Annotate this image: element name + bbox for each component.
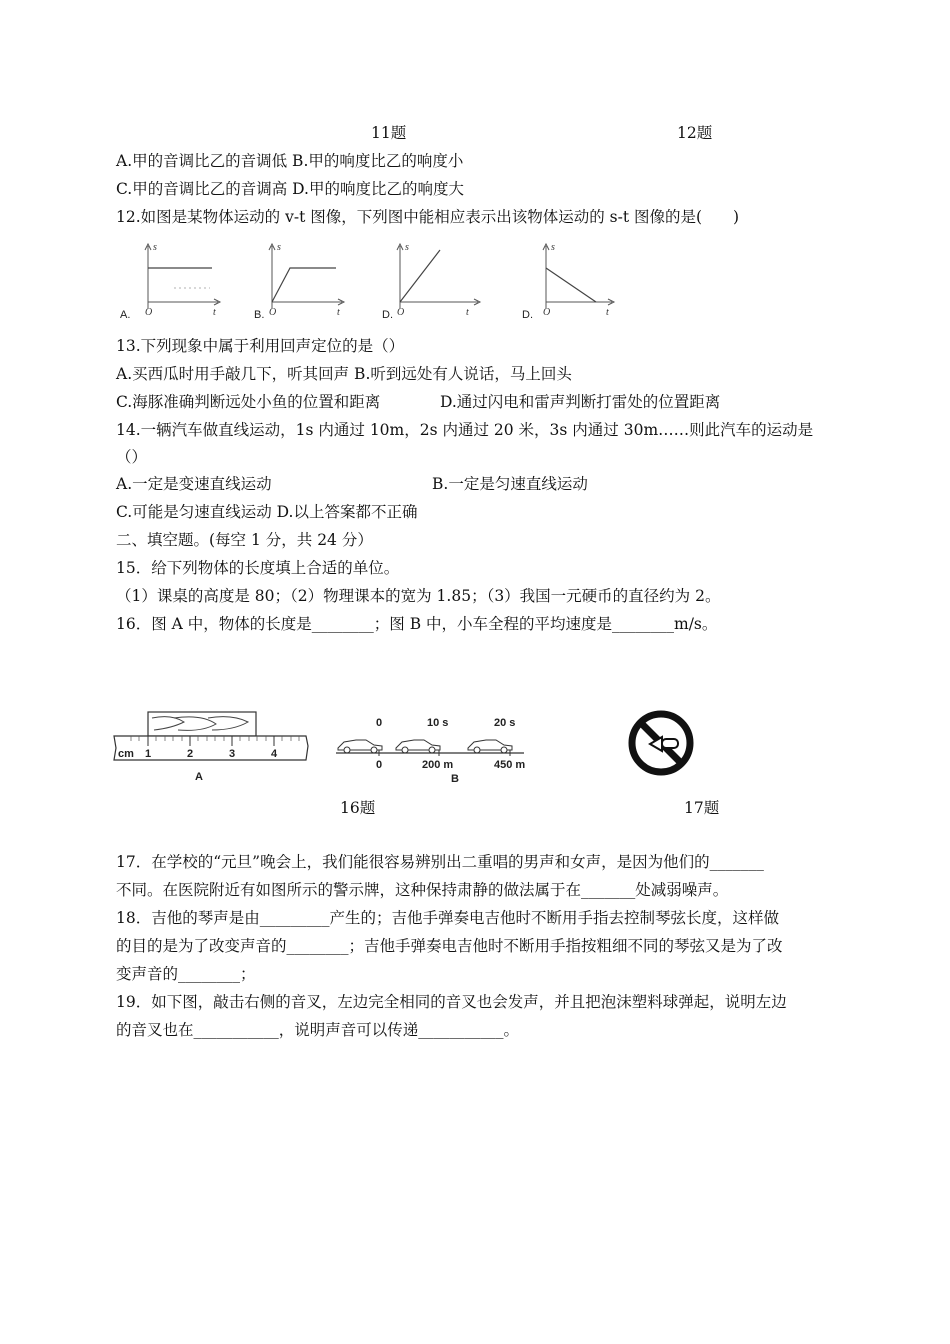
caption-fig11: 11题: [371, 124, 407, 142]
q12-graph-c-axis-s: s: [405, 242, 409, 253]
q16-figure-b-dist-0: 0: [376, 759, 383, 771]
no-horn-sign-icon: [616, 710, 706, 780]
q18-line-3: 变声音的________；: [116, 965, 256, 983]
q16-figure-a-tick-1: 1: [145, 748, 152, 760]
q16-figure-b-time-10: 10 s: [427, 717, 449, 729]
q16-figure-a-tick-3: 3: [229, 748, 236, 760]
q12-graph-b-axis-t: t: [337, 307, 340, 318]
q12-graph-c: [378, 238, 488, 320]
q16-stem: 16．图 A 中，物体的长度是________；图 B 中，小车全程的平均速度是________m/s。: [116, 615, 718, 633]
q12-graph-d-axis-s: s: [551, 242, 555, 253]
q16-figure-a-tick-2: 2: [187, 748, 194, 760]
q16-figure-b-time-0: 0: [376, 717, 383, 729]
q12-graph-c-axis-t: t: [466, 307, 469, 318]
section-2-title: 二、填空题。(每空 1 分，共 24 分）: [116, 531, 373, 549]
q11-options-cd: C.甲的音调比乙的音调高 D.甲的响度比乙的响度大: [116, 180, 464, 198]
q16-figure-a-unit: cm: [118, 748, 134, 760]
q12-stem: 12.如图是某物体运动的 v-t 图像，下列图中能相应表示出该物体运动的 s-t 图像的是( ): [116, 208, 740, 226]
q12-graph-d: [520, 238, 620, 320]
q13-option-c: C.海豚准确判断远处小鱼的位置和距离: [116, 393, 381, 411]
q12-graph-d-axis-t: t: [606, 307, 609, 318]
q19-line-1: 19．如下图，敲击右侧的音叉，左边完全相同的音叉也会发声，并且把泡沫塑料球弹起，说明左边: [116, 993, 787, 1011]
q15-stem: 15．给下列物体的长度填上合适的单位。: [116, 559, 400, 577]
q17-line-2: 不同。在医院附近有如图所示的警示牌，这种保持肃静的做法属于在_______处减弱噪声。: [116, 881, 729, 899]
q12-graph-d-label: D.: [522, 309, 533, 320]
q12-graph-b: [252, 238, 352, 320]
q13-stem: 13.下列现象中属于利用回声定位的是（）: [116, 337, 405, 355]
caption-fig12: 12题: [677, 124, 713, 142]
car-icon: [468, 740, 512, 753]
q12-graph-b-label: B.: [254, 309, 265, 320]
q16-figure-b-dist-450: 450 m: [494, 759, 526, 771]
caption-fig16: 16题: [340, 799, 376, 817]
q15-items: （1）课桌的高度是 80；（2）物理课本的宽为 1.85；（3）我国一元硬币的直径约为 2。: [116, 587, 721, 605]
q14-options-cd: C.可能是匀速直线运动 D.以上答案都不正确: [116, 503, 418, 521]
car-icon: [338, 740, 382, 753]
q17-line-1: 17．在学校的“元旦”晚会上，我们能很容易辨别出二重唱的男声和女声，是因为他们的_______: [116, 853, 764, 871]
q18-line-2: 的目的是为了改变声音的________；吉他手弹奏电吉他时不断用手指按粗细不同的琴弦又是为了改: [116, 937, 783, 955]
q12-graph-a-label: A.: [120, 309, 131, 320]
caption-fig17: 17题: [684, 799, 720, 817]
q12-graph-a: [118, 238, 228, 320]
q12-graph-d-origin: O: [543, 307, 551, 318]
q16-figure-b-label: B: [451, 773, 459, 784]
q16-figure-a-tick-4: 4: [271, 748, 278, 760]
q12-graph-b-origin: O: [269, 307, 277, 318]
car-icon: [396, 740, 440, 753]
q11-options-ab: A.甲的音调比乙的音调低 B.甲的响度比乙的响度小: [116, 152, 464, 170]
q13-options-ab: A.买西瓜时用手敲几下，听其回声 B.听到远处有人说话，马上回头: [116, 365, 572, 383]
q18-line-1: 18．吉他的琴声是由_________产生的；吉他手弹奏电吉他时不断用手指去控制琴弦长度，这样做: [116, 909, 779, 927]
q12-graph-b-axis-s: s: [277, 242, 281, 253]
q19-line-2: 的音叉也在___________，说明声音可以传递___________。: [116, 1021, 520, 1039]
q13-option-d: D.通过闪电和雷声判断打雷处的位置距离: [440, 393, 721, 411]
q12-graph-c-origin: O: [397, 307, 405, 318]
q16-figure-a-label: A: [195, 771, 203, 783]
q12-graph-a-axis-s: s: [153, 242, 157, 253]
q14-option-a: A.一定是变速直线运动: [116, 475, 272, 493]
q12-graph-a-axis-t: t: [213, 307, 216, 318]
q14-stem: 14.一辆汽车做直线运动，1s 内通过 10m，2s 内通过 20 米，3s 内通过 30m……则此汽车的运动是: [116, 421, 814, 439]
q12-graph-c-label: D.: [382, 309, 393, 320]
q14-stem-cont: （）: [116, 448, 148, 466]
q16-figure-b: [334, 712, 549, 784]
q16-figure-b-time-20: 20 s: [494, 717, 516, 729]
q16-figure-a: [112, 710, 312, 785]
q12-graph-a-origin: O: [145, 307, 153, 318]
q16-figure-b-dist-200: 200 m: [422, 759, 454, 771]
q14-option-b: B.一定是匀速直线运动: [432, 475, 588, 493]
